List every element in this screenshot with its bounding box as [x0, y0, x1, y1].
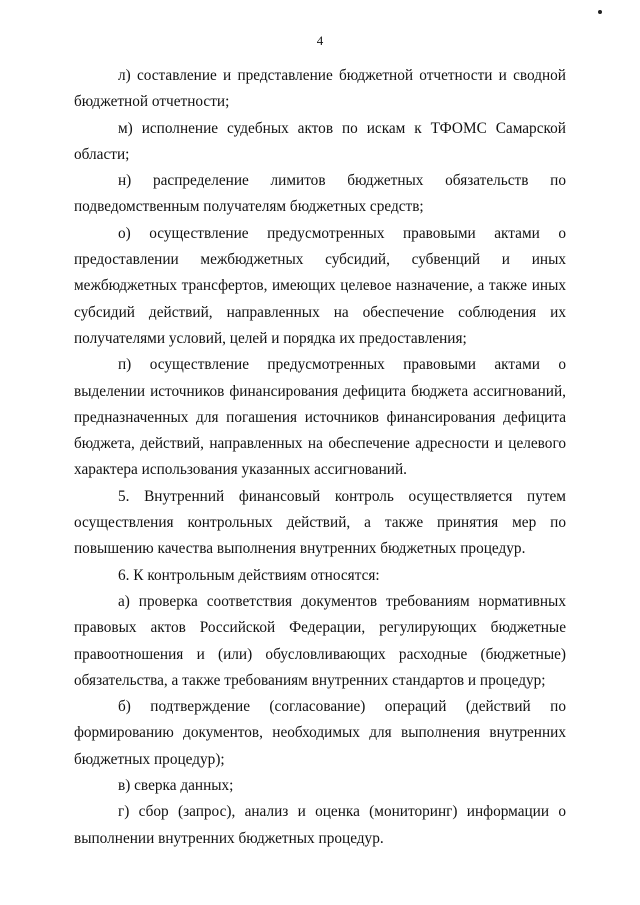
document-body	[74, 63, 566, 852]
paragraph-b: б) подтверждение (согласование) операций (действий по формированию документов, необходимых для выполнения внутренних бюджетных процедур);	[74, 698, 566, 768]
page-number: 4	[316, 33, 324, 48]
paragraph-6: 6. К контрольным действиям относятся:	[118, 566, 380, 584]
paragraph-v: в) сверка данных;	[118, 777, 234, 795]
scan-speck	[598, 10, 602, 14]
paragraph-a: а) проверка соответствия документов требованиям нормативных правовых актов Российской Федерации, регулирующих бюджетные правоотношения и (или) обусловливающих расходные (бюджетные) обязательства, а также требованиям внутренних стандартов и процедур;	[74, 592, 566, 689]
paragraph-g: г) сбор (запрос), анализ и оценка (мониторинг) информации о выполнении внутренних бюджетных процедур.	[74, 803, 566, 847]
paragraph-5: 5. Внутренний финансовый контроль осуществляется путем осуществления контрольных действий, а также принятия мер по повышению качества выполнения внутренних бюджетных процедур.	[74, 487, 566, 558]
paragraph-l: л) составление и представление бюджетной отчетности и сводной бюджетной отчетности;	[74, 67, 566, 111]
paragraph-m: м) исполнение судебных актов по искам к ТФОМС Самарской области;	[74, 119, 566, 163]
paragraph-p: п) осуществление предусмотренных правовыми актами о выделении источников финансирования дефицита бюджета ассигнований, предназначенных для погашения источников финансирования дефицита бюджета, действий, направленных на обеспечение адресности и целевого характера использования указанных ассигнований.	[74, 356, 566, 479]
paragraph-n: н) распределение лимитов бюджетных обязательств по подведомственным получателям бюджетных средств;	[74, 172, 566, 216]
paragraph-o: о) осуществление предусмотренных правовыми актами о предоставлении межбюджетных субсидий, субвенций и иных межбюджетных трансфертов, имеющих целевое назначение, а также иных субсидий действий, направленных на обеспечение соблюдения их получателями условий, целей и порядка их предоставления;	[74, 224, 566, 347]
